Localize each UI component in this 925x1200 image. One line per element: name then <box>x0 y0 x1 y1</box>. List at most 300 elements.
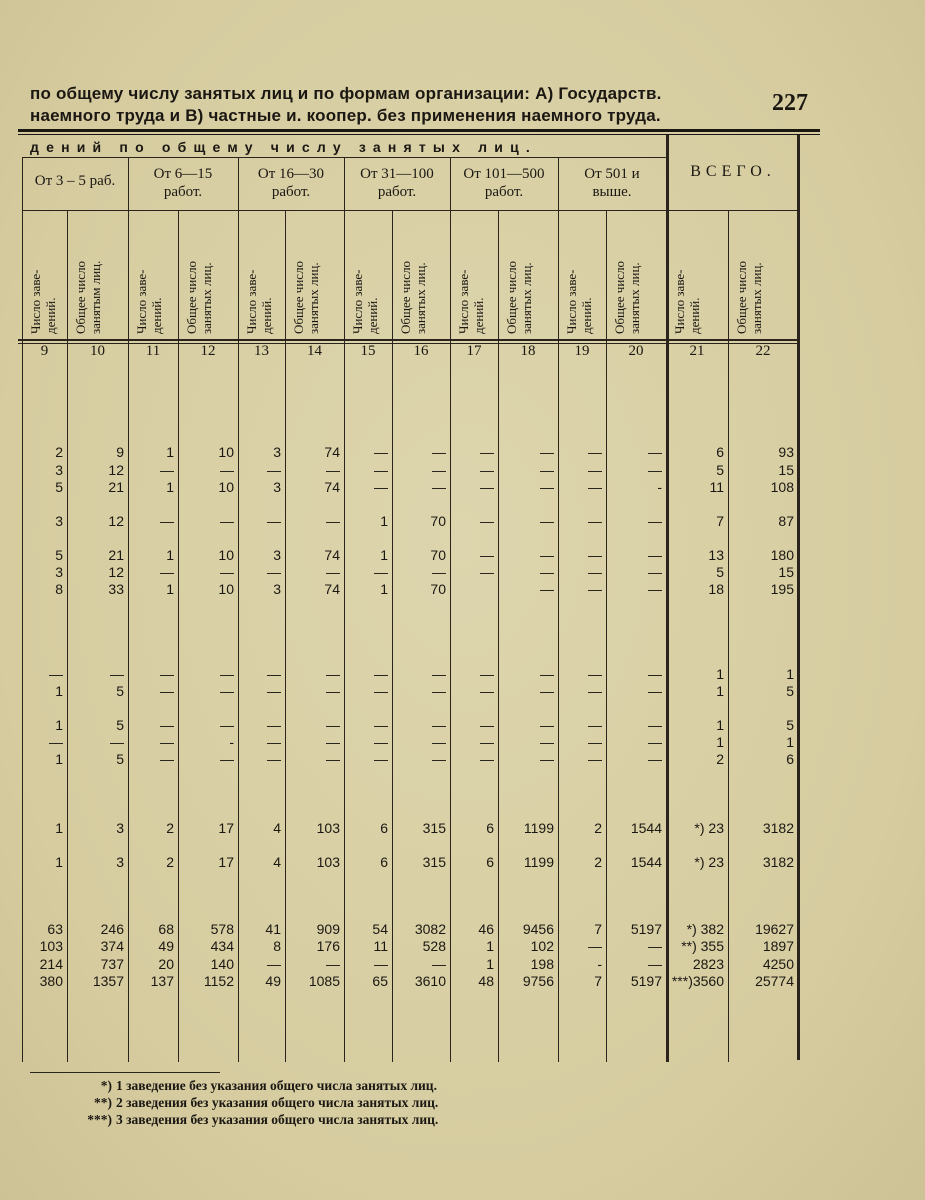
table-cell: *) 23 <box>694 854 724 870</box>
table-cell: 578 <box>210 921 234 937</box>
table-cell: 63 <box>47 921 63 937</box>
column-header-line: Общее число <box>73 260 88 334</box>
table-cell: 214 <box>39 956 63 972</box>
table-cell: — <box>588 462 602 478</box>
table-cell: — <box>588 717 602 733</box>
table-cell: — <box>432 444 446 460</box>
table-cell: — <box>220 666 234 682</box>
table-cell: — <box>648 666 662 682</box>
table-cell: — <box>326 956 340 972</box>
column-header-persons <box>73 222 124 334</box>
column-header-line: Число заве- <box>564 269 579 334</box>
table-cell: 1 <box>716 683 724 699</box>
table-cell: — <box>374 462 388 478</box>
column-header-line: занятых лиц. <box>627 262 642 334</box>
table-cell: 48 <box>478 973 494 989</box>
title-line-2: наемного труда и В) частные и. коопер. без применения наемного труда. <box>30 106 661 125</box>
table-cell: 1 <box>380 513 388 529</box>
table-cell: 6 <box>380 854 388 870</box>
footnote-mark: ***) <box>87 1112 112 1127</box>
table-cell: 1 <box>786 666 794 682</box>
table-cell: 1 <box>55 683 63 699</box>
table-cell: — <box>480 564 494 580</box>
table-cell: — <box>648 513 662 529</box>
table-cell: 12 <box>108 462 124 478</box>
table-cell: 180 <box>770 547 794 563</box>
table-cell: 10 <box>218 444 234 460</box>
group-header-label: От 6—15 <box>153 166 213 182</box>
table-cell: 46 <box>478 921 494 937</box>
table-cell: — <box>220 462 234 478</box>
table-cell: 10 <box>218 547 234 563</box>
table-cell: — <box>648 581 662 597</box>
column-header-line: Общее число <box>612 260 627 334</box>
table-cell: — <box>267 666 281 682</box>
footnote-rule <box>30 1072 220 1073</box>
footnote-1 <box>40 1077 438 1094</box>
table-cell: 70 <box>430 581 446 597</box>
column-header-line: занятых лиц. <box>413 262 428 334</box>
table-cell: 17 <box>218 820 234 836</box>
table-cell: 909 <box>316 921 340 937</box>
column-number: 14 <box>307 343 322 359</box>
table-cell: 5 <box>116 717 124 733</box>
table-cell: — <box>648 564 662 580</box>
table-cell: 6 <box>786 751 794 767</box>
table-cell: 380 <box>39 973 63 989</box>
table-cell: 21 <box>108 479 124 495</box>
group-header-underline <box>22 210 798 211</box>
table-cell: — <box>540 444 554 460</box>
column-header-count <box>456 222 494 334</box>
column-number: 11 <box>145 343 161 359</box>
table-cell: 737 <box>100 956 124 972</box>
table-cell: — <box>540 751 554 767</box>
column-header-line: дений. <box>43 297 58 334</box>
table-cell: 3 <box>273 547 281 563</box>
group-header-sub: выше. <box>592 184 632 200</box>
table-cell: 1 <box>486 956 494 972</box>
table-cell: — <box>540 547 554 563</box>
table-cell: 3 <box>273 479 281 495</box>
table-cell: 33 <box>108 581 124 597</box>
table-cell: — <box>540 683 554 699</box>
column-header-line: Общее число <box>184 260 199 334</box>
column-header-persons <box>398 222 446 334</box>
table-cell: — <box>588 666 602 682</box>
table-cell: — <box>326 564 340 580</box>
table-cell: 528 <box>422 938 446 954</box>
table-cell: — <box>432 751 446 767</box>
table-cell: 54 <box>372 921 388 937</box>
column-header-line: дений. <box>259 297 274 334</box>
column-header-persons <box>504 222 554 334</box>
table-cell: — <box>267 683 281 699</box>
table-cell: 137 <box>150 973 174 989</box>
table-cell: — <box>588 547 602 563</box>
table-cell: — <box>267 462 281 478</box>
table-cell: 195 <box>770 581 794 597</box>
table-cell: — <box>267 734 281 750</box>
table-cell: — <box>374 479 388 495</box>
table-cell: — <box>480 717 494 733</box>
table-cell: — <box>110 666 124 682</box>
table-cell: 7 <box>716 513 724 529</box>
column-header-line: Число заве- <box>350 269 365 334</box>
table-cell: 5197 <box>630 973 662 989</box>
table-cell: — <box>160 462 174 478</box>
table-cell: *) 23 <box>694 820 724 836</box>
table-cell: — <box>648 547 662 563</box>
table-cell: 3 <box>55 564 63 580</box>
table-cell: 70 <box>430 513 446 529</box>
table-cell: — <box>648 717 662 733</box>
table-cell: 1152 <box>203 973 234 989</box>
table-cell: — <box>326 513 340 529</box>
table-cell: — <box>540 717 554 733</box>
column-header-bottom-rule <box>18 339 800 341</box>
table-cell: — <box>326 751 340 767</box>
table-cell: — <box>326 666 340 682</box>
table-cell: 70 <box>430 547 446 563</box>
table-cell: 3610 <box>414 973 446 989</box>
table-cell: — <box>374 956 388 972</box>
table-right-rule <box>797 135 800 1060</box>
table-cell: 374 <box>100 938 124 954</box>
column-header-persons <box>184 222 234 334</box>
table-cell: 3 <box>116 854 124 870</box>
table-cell: — <box>160 513 174 529</box>
group-header <box>450 165 558 201</box>
group-header-label: От 3 – 5 раб. <box>34 173 116 189</box>
table-cell: — <box>540 462 554 478</box>
column-header-line: занятым лиц. <box>88 260 103 334</box>
table-cell: — <box>267 564 281 580</box>
table-cell: 1 <box>55 820 63 836</box>
column-header-persons <box>291 222 340 334</box>
table-cell: 20 <box>158 956 174 972</box>
column-header-line: Число заве- <box>28 269 43 334</box>
column-header-line: Общее число <box>398 260 413 334</box>
table-cell: — <box>160 717 174 733</box>
column-header-count <box>350 222 388 334</box>
table-cell: 2 <box>166 854 174 870</box>
table-cell: 3182 <box>762 820 794 836</box>
table-cell: 1544 <box>630 854 662 870</box>
column-number: 18 <box>520 343 536 359</box>
table-cell: 1544 <box>630 820 662 836</box>
table-cell: — <box>267 956 281 972</box>
group-header-sub: работ. <box>271 184 311 200</box>
table-cell: — <box>432 683 446 699</box>
table-cell: — <box>326 462 340 478</box>
table-cell: ***)3560 <box>671 973 724 989</box>
table-cell: — <box>110 734 124 750</box>
table-cell: — <box>588 564 602 580</box>
table-cell: — <box>374 564 388 580</box>
table-cell: — <box>160 666 174 682</box>
table-cell: **) 355 <box>681 938 724 954</box>
table-cell: — <box>480 666 494 682</box>
table-cell: — <box>648 734 662 750</box>
table-cell: — <box>374 666 388 682</box>
table-cell: 434 <box>210 938 234 954</box>
table-cell: 15 <box>778 462 794 478</box>
column-header-line: занятых лиц. <box>306 262 321 334</box>
table-cell: 5 <box>55 547 63 563</box>
column-header-persons <box>734 222 794 334</box>
table-cell: 74 <box>324 444 340 460</box>
table-cell: 1 <box>166 444 174 460</box>
table-cell: — <box>588 751 602 767</box>
table-cell: — <box>588 938 602 954</box>
table-cell: 315 <box>422 820 446 836</box>
column-header-line: Общее число <box>734 260 749 334</box>
table-cell: 49 <box>158 938 174 954</box>
column-header-line: Число заве- <box>456 269 471 334</box>
table-cell: — <box>480 513 494 529</box>
table-cell: 1 <box>380 547 388 563</box>
table-cell: — <box>588 479 602 495</box>
table-cell: 1199 <box>523 854 554 870</box>
table-cell: — <box>432 956 446 972</box>
column-header-line: Общее число <box>291 260 306 334</box>
group-header-label: От 101—500 <box>463 166 545 182</box>
table-cell: 10 <box>218 479 234 495</box>
table-cell: - <box>597 956 602 972</box>
table-cell: 1 <box>166 581 174 597</box>
table-cell: 11 <box>709 479 724 495</box>
table-cell: 5 <box>116 683 124 699</box>
table-cell: 1199 <box>523 820 554 836</box>
table-cell: 1 <box>486 938 494 954</box>
table-cell: — <box>160 564 174 580</box>
table-cell: 6 <box>380 820 388 836</box>
group-header <box>558 165 666 201</box>
table-cell: 6 <box>486 854 494 870</box>
table-cell: — <box>220 751 234 767</box>
group-header-label: От 501 и <box>584 166 640 182</box>
table-cell: 1357 <box>92 973 124 989</box>
footnote-mark: *) <box>100 1078 112 1093</box>
table-cell: — <box>648 751 662 767</box>
table-cell: — <box>374 734 388 750</box>
column-header-line: Число заве- <box>672 269 687 334</box>
table-cell: 2 <box>716 751 724 767</box>
table-cell: 102 <box>530 938 554 954</box>
table-cell: 1 <box>55 751 63 767</box>
footnote-3 <box>40 1111 438 1128</box>
table-cell: 2 <box>594 854 602 870</box>
table-cell: 1 <box>55 854 63 870</box>
table-cell: — <box>326 683 340 699</box>
column-header-line: занятых лиц. <box>519 262 534 334</box>
group-header <box>22 172 128 190</box>
column-number: 9 <box>40 343 49 359</box>
table-cell: — <box>588 734 602 750</box>
table-cell: — <box>432 479 446 495</box>
table-cell: 3 <box>55 462 63 478</box>
column-header-line: занятых лиц. <box>749 262 764 334</box>
table-cell: 1 <box>380 581 388 597</box>
table-cell: 9 <box>116 444 124 460</box>
table-cell: 198 <box>530 956 554 972</box>
column-header-line: Общее число <box>504 260 519 334</box>
table-cell: — <box>648 444 662 460</box>
table-cell: 13 <box>708 547 724 563</box>
table-cell: 246 <box>100 921 124 937</box>
table-cell: 5 <box>116 751 124 767</box>
table-cell: 3 <box>55 513 63 529</box>
column-number: 22 <box>755 343 771 359</box>
table-cell: — <box>432 734 446 750</box>
table-cell: 5 <box>716 564 724 580</box>
table-cell: — <box>540 581 554 597</box>
column-number: 17 <box>466 343 482 359</box>
table-cell: — <box>480 683 494 699</box>
table-cell: 2 <box>594 820 602 836</box>
table-cell: — <box>588 444 602 460</box>
column-number: 10 <box>90 343 105 359</box>
table-cell: — <box>267 717 281 733</box>
table-cell: 2823 <box>692 956 724 972</box>
table-cell: 74 <box>324 479 340 495</box>
table-cell: 65 <box>372 973 388 989</box>
table-cell: 41 <box>265 921 281 937</box>
table-cell: — <box>267 751 281 767</box>
table-cell: 315 <box>422 854 446 870</box>
table-cell: 1 <box>166 547 174 563</box>
table-cell: 1 <box>786 734 794 750</box>
table-spanner-heading: дений по общему числу занятых лиц. <box>30 139 537 155</box>
table-cell: 1 <box>716 734 724 750</box>
table-cell: 7 <box>594 921 602 937</box>
table-cell: 5 <box>55 479 63 495</box>
table-cell: — <box>648 956 662 972</box>
table-cell: — <box>540 513 554 529</box>
table-cell: — <box>432 666 446 682</box>
page-number: 227 <box>772 90 808 116</box>
table-cell: — <box>480 479 494 495</box>
column-header-line: дений. <box>365 297 380 334</box>
total-group-header: ВСЕГО. <box>690 163 776 180</box>
column-header-line: дений. <box>471 297 486 334</box>
table-cell: — <box>432 717 446 733</box>
column-header-count <box>134 222 174 334</box>
column-number: 19 <box>574 343 590 359</box>
column-header-count <box>672 222 724 334</box>
table-cell: — <box>374 444 388 460</box>
column-number: 13 <box>254 343 269 359</box>
table-cell: — <box>480 751 494 767</box>
table-cell: 2 <box>55 444 63 460</box>
table-cell: 5 <box>716 462 724 478</box>
group-header-sub: работ. <box>484 184 524 200</box>
table-cell: - <box>229 734 234 750</box>
footnotes <box>40 1077 438 1128</box>
column-header-persons <box>612 222 662 334</box>
table-cell: 103 <box>316 854 340 870</box>
table-cell: 5197 <box>630 921 662 937</box>
table-cell: 3 <box>116 820 124 836</box>
table-cell: — <box>220 717 234 733</box>
footnote-mark: **) <box>94 1095 112 1110</box>
table-cell: 12 <box>108 564 124 580</box>
table-cell: 18 <box>708 581 724 597</box>
footnote-text: 3 заведения без указания общего числа занятых лиц. <box>116 1112 439 1127</box>
table-cell: — <box>540 564 554 580</box>
table-cell: — <box>480 444 494 460</box>
table-cell: 11 <box>373 938 388 954</box>
table-cell: 1897 <box>762 938 794 954</box>
table-cell: 21 <box>108 547 124 563</box>
group-header <box>238 165 344 201</box>
table-cell: 108 <box>770 479 794 495</box>
table-cell: 1 <box>716 717 724 733</box>
column-header-line: Число заве- <box>134 269 149 334</box>
column-header-line: дений. <box>579 297 594 334</box>
table-cell: — <box>326 734 340 750</box>
table-cell: 19627 <box>755 921 794 937</box>
table-cell: 7 <box>594 973 602 989</box>
table-cell: — <box>160 683 174 699</box>
group-header-sub: работ. <box>377 184 417 200</box>
table-cell: 25774 <box>755 973 794 989</box>
table-cell: 9756 <box>522 973 554 989</box>
table-cell: — <box>648 683 662 699</box>
table-cell: — <box>648 938 662 954</box>
table-cell: — <box>588 513 602 529</box>
table-cell: — <box>160 751 174 767</box>
table-cell: 5 <box>786 717 794 733</box>
column-header-line: занятых лиц. <box>199 262 214 334</box>
table-cell: 1085 <box>308 973 340 989</box>
table-cell: 3082 <box>414 921 446 937</box>
table-cell: 2 <box>166 820 174 836</box>
group-header-label: От 16—30 <box>257 166 325 182</box>
table-cell: 176 <box>316 938 340 954</box>
column-header-line: дений. <box>149 297 164 334</box>
table-cell: 49 <box>265 973 281 989</box>
column-number: 12 <box>200 343 216 359</box>
table-cell: — <box>220 513 234 529</box>
table-cell: 6 <box>486 820 494 836</box>
column-number: 21 <box>689 343 705 359</box>
table-cell: 9456 <box>522 921 554 937</box>
column-number: 20 <box>628 343 644 359</box>
table-cell: 74 <box>324 581 340 597</box>
table-cell: — <box>588 683 602 699</box>
table-cell: 6 <box>716 444 724 460</box>
table-cell: 68 <box>158 921 174 937</box>
table-cell: 140 <box>210 956 234 972</box>
table-cell: 12 <box>108 513 124 529</box>
table-cell: 3 <box>273 444 281 460</box>
table-cell: — <box>267 513 281 529</box>
column-header-line: дений. <box>687 297 702 334</box>
table-cell: — <box>220 564 234 580</box>
group-header <box>344 165 450 201</box>
table-cell: 87 <box>778 513 794 529</box>
table-cell: 93 <box>778 444 794 460</box>
table-cell: 10 <box>218 581 234 597</box>
table-cell: 1 <box>55 717 63 733</box>
table-cell: - <box>657 479 662 495</box>
column-header-count <box>564 222 602 334</box>
column-header-count <box>244 222 281 334</box>
table-cell: 103 <box>39 938 63 954</box>
footnote-text: 2 заведения без указания общего числа занятых лиц. <box>116 1095 439 1110</box>
